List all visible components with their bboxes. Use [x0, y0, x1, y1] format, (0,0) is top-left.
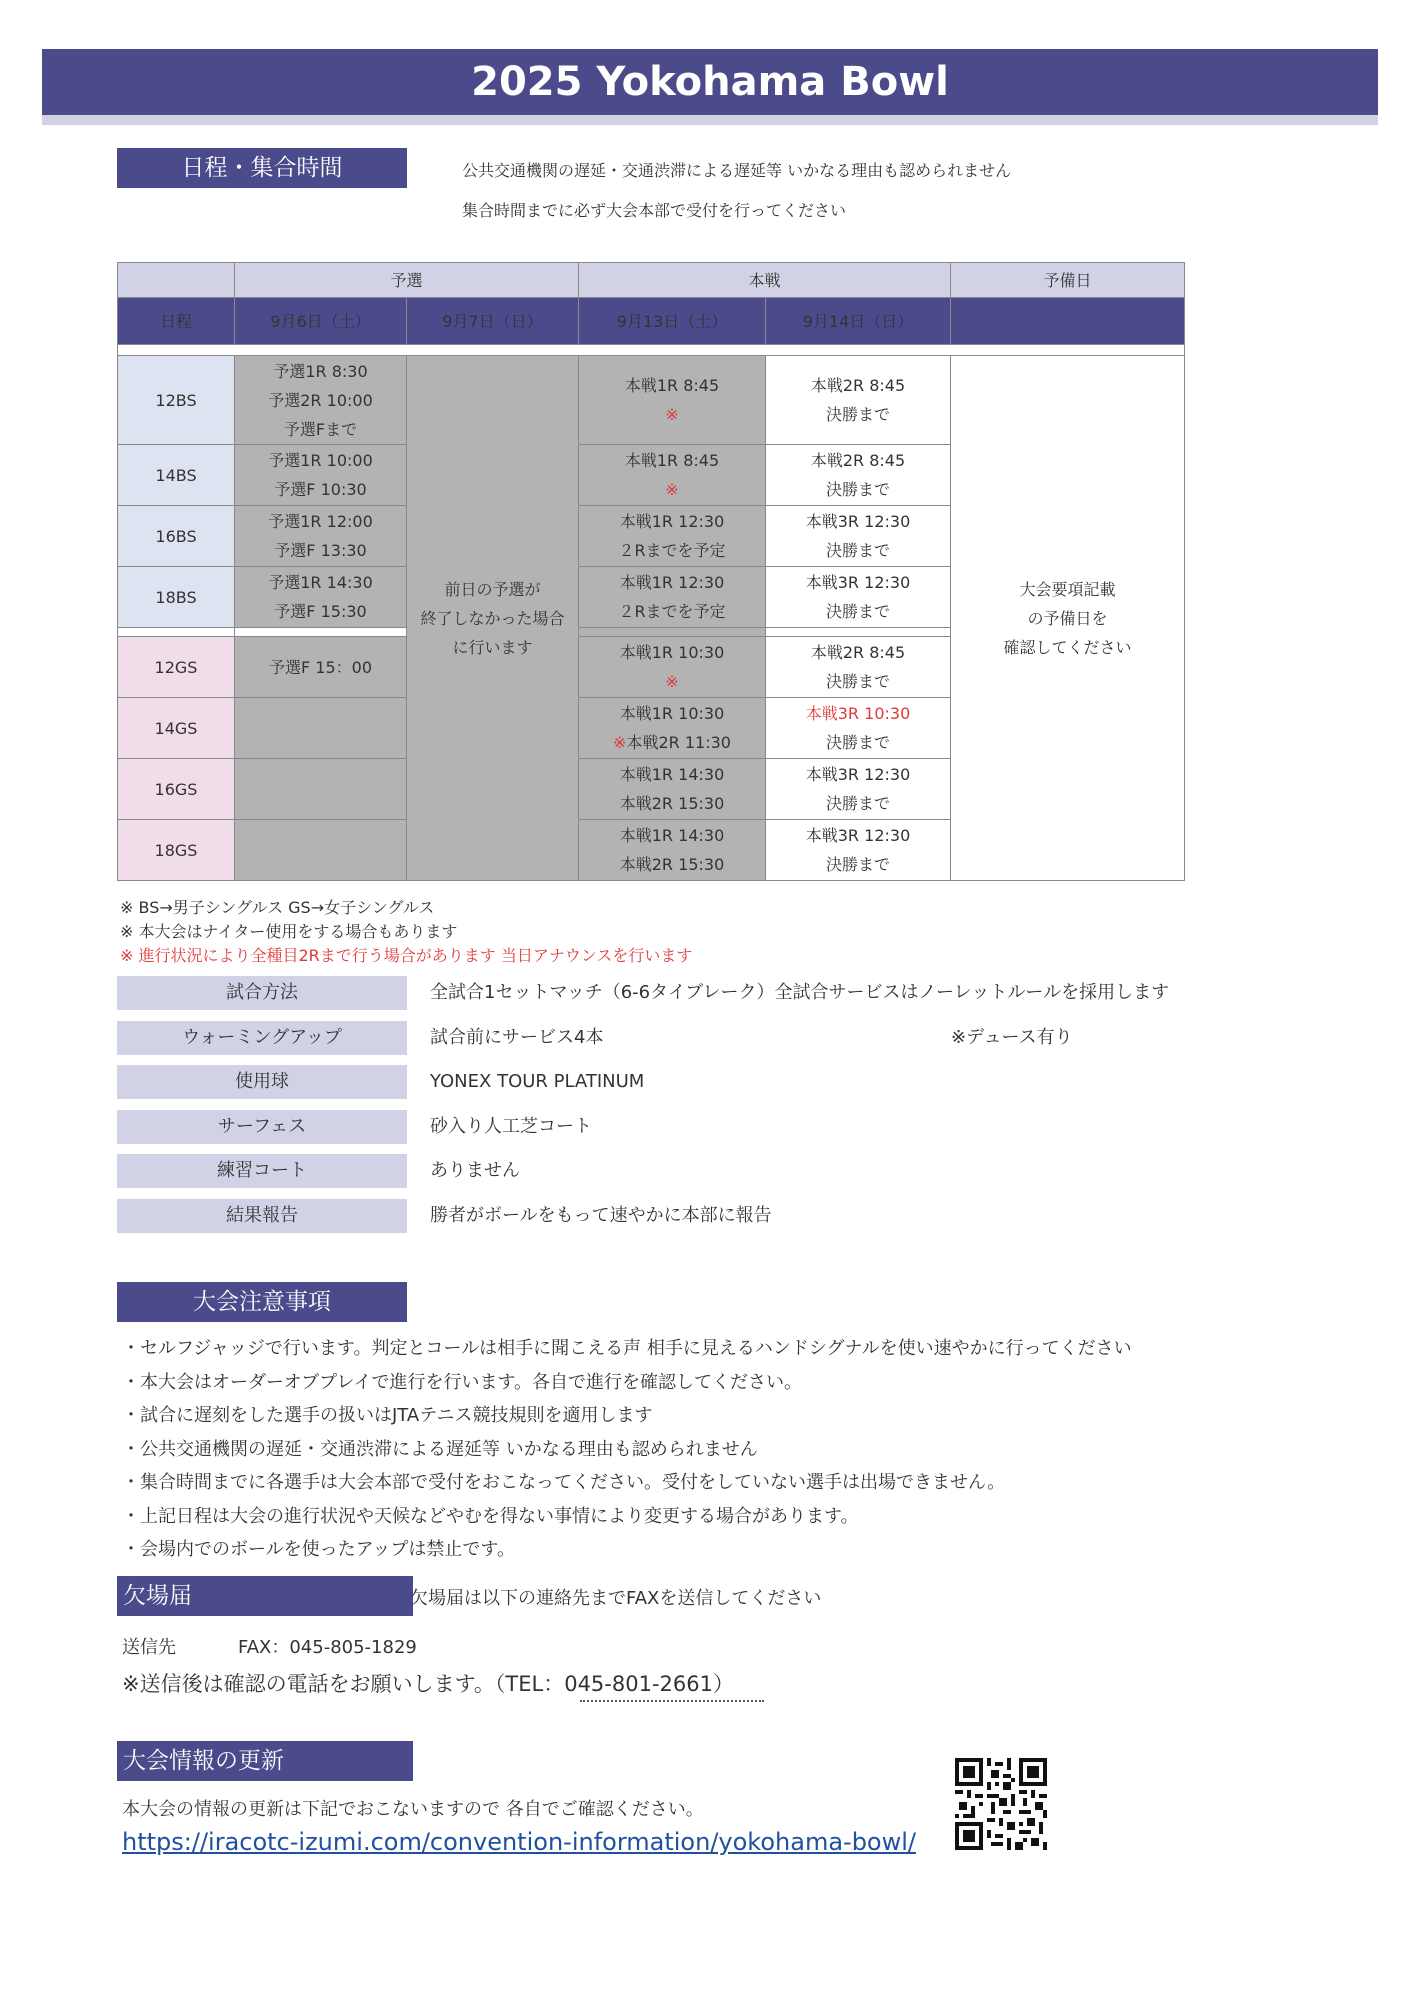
main-day2-cell: 本戦2R 8:45 決勝まで — [766, 637, 951, 698]
date-1: 9月6日（土） — [235, 298, 407, 345]
absence-heading: 欠場届 — [117, 1576, 413, 1616]
schedule-note-2: 集合時間までに必ず大会本部で受付を行ってください — [462, 201, 847, 220]
event-cell: 18BS — [118, 567, 235, 628]
date-3: 9月13日（土） — [579, 298, 766, 345]
send-to-label: 送信先 — [122, 1637, 176, 1658]
date-label: 日程 — [118, 298, 235, 345]
qualifying-cell: 予選1R 8:30 予選2R 10:00 予選Fまで — [235, 356, 407, 445]
qualifying-cell — [235, 759, 407, 820]
footnote-2: ※ 本大会はナイター使用をする場合もあります — [120, 922, 458, 941]
event-cell: 12GS — [118, 637, 235, 698]
header-blank — [118, 263, 235, 298]
updates-note: 本大会の情報の更新は下記でおこないますので 各自でご確認ください。 — [122, 1799, 704, 1820]
day2-merged-cell: 前日の予選が 終了しなかった場合 に行います — [407, 356, 579, 881]
event-cell: 12BS — [118, 356, 235, 445]
info-label-match-format: 試合方法 — [117, 976, 407, 1010]
table-row — [118, 356, 1185, 445]
date-5 — [951, 298, 1185, 345]
schedule-heading: 日程・集合時間 — [117, 148, 407, 188]
info-value-warmup: 試合前にサービス4本 — [430, 1027, 604, 1048]
info-value-ball: YONEX TOUR PLATINUM — [430, 1071, 645, 1092]
info-label-ball: 使用球 — [117, 1065, 407, 1099]
qualifying-cell: 予選1R 14:30 予選F 15:30 — [235, 567, 407, 628]
footnote-1: ※ BS→男子シングルス GS→女子シングルス — [120, 898, 435, 917]
updates-heading: 大会情報の更新 — [117, 1741, 413, 1781]
info-value-surface: 砂入り人工芝コート — [430, 1116, 592, 1137]
list-item: ・会場内でのボールを使ったアップは禁止です。 — [122, 1539, 515, 1560]
title-underbar — [42, 115, 1378, 125]
cautions-list — [122, 1332, 1132, 1567]
list-item: ・本大会はオーダーオブプレイで進行を行います。各自で進行を確認してください。 — [122, 1371, 803, 1393]
main-day1-cell: 本戦1R 10:30 ※ — [579, 637, 766, 698]
main-day2-cell: 本戦3R 12:30 決勝まで — [766, 506, 951, 567]
footnote-3: ※ 進行状況により全種目2Rまで行う場合があります 当日アナウンスを行います — [120, 946, 693, 965]
header-reserve-day: 予備日 — [951, 263, 1185, 298]
info-label-warmup: ウォーミングアップ — [117, 1021, 407, 1055]
date-4: 9月14日（日） — [766, 298, 951, 345]
event-cell: 16GS — [118, 759, 235, 820]
cautions-heading: 大会注意事項 — [117, 1282, 407, 1322]
event-cell: 16BS — [118, 506, 235, 567]
info-value-practice-court: ありません — [430, 1160, 520, 1181]
main-day1-cell: 本戦1R 14:30 本戦2R 15:30 — [579, 759, 766, 820]
info-value-result-report: 勝者がボールをもって速やかに本部に報告 — [430, 1205, 772, 1226]
table-group-header-row — [118, 263, 1185, 298]
updates-link[interactable]: https://iracotc-izumi.com/convention-information/yokohama-bowl/ — [122, 1828, 916, 1856]
reserve-merged-cell: 大会要項記載 の予備日を 確認してください — [951, 356, 1185, 881]
qualifying-cell: 予選1R 10:00 予選F 10:30 — [235, 445, 407, 506]
list-item: ・セルフジャッジで行います。判定とコールは相手に聞こえる声 相手に見えるハンドシグナルを使い速やかに行ってください — [122, 1338, 1132, 1359]
confirm-call-note: ※送信後は確認の電話をお願いします。（TEL：045-801-2661） — [122, 1672, 734, 1696]
info-label-result-report: 結果報告 — [117, 1199, 407, 1233]
list-item: ・試合に遅刻をした選手の扱いはJTAテニス競技規則を適用します — [122, 1405, 653, 1426]
list-item: ・上記日程は大会の進行状況や天候などやむを得ない事情により変更する場合があります。 — [122, 1505, 859, 1527]
qualifying-cell: 予選F 15：00 — [235, 637, 407, 698]
list-item: ・集合時間までに各選手は大会本部で受付をおこなってください。受付をしていない選手は出場できません。 — [122, 1472, 1006, 1493]
main-day1-cell: 本戦1R 8:45 ※ — [579, 356, 766, 445]
qr-code-icon — [955, 1758, 1047, 1850]
main-day2-cell: 本戦3R 10:30 決勝まで — [766, 698, 951, 759]
page-title: 2025 Yokohama Bowl — [42, 49, 1378, 115]
main-day1-cell: 本戦1R 12:30 ２Rまでを予定 — [579, 567, 766, 628]
list-item: ・公共交通機関の遅延・交通渋滞による遅延等 いかなる理由も認められません — [122, 1438, 758, 1460]
qualifying-cell: 予選1R 12:00 予選F 13:30 — [235, 506, 407, 567]
header-qualifying: 予選 — [235, 263, 579, 298]
main-day2-cell: 本戦3R 12:30 決勝まで — [766, 759, 951, 820]
date-2: 9月7日（日） — [407, 298, 579, 345]
info-value-match-format: 全試合1セットマッチ（6-6タイブレーク）全試合サービスはノーレットルールを採用します — [430, 982, 1170, 1003]
fax-number: FAX：045-805-1829 — [238, 1637, 417, 1658]
event-cell: 14BS — [118, 445, 235, 506]
main-day2-cell: 本戦3R 12:30 決勝まで — [766, 820, 951, 881]
event-cell: 14GS — [118, 698, 235, 759]
main-day2-cell: 本戦2R 8:45 決勝まで — [766, 356, 951, 445]
event-cell: 18GS — [118, 820, 235, 881]
qualifying-cell — [235, 698, 407, 759]
schedule-table — [117, 262, 1185, 881]
info-label-practice-court: 練習コート — [117, 1154, 407, 1188]
main-day1-cell: 本戦1R 14:30 本戦2R 15:30 — [579, 820, 766, 881]
schedule-note-1: 公共交通機関の遅延・交通渋滞による遅延等 いかなる理由も認められません — [462, 161, 1012, 180]
header-main-draw: 本戦 — [579, 263, 951, 298]
main-day1-cell: 本戦1R 8:45 ※ — [579, 445, 766, 506]
qualifying-cell — [235, 820, 407, 881]
row-14gs-d3-line2: ※本戦2R 11:30 — [613, 733, 731, 752]
tel-underline — [580, 1700, 764, 1702]
main-day1-cell: 本戦1R 10:30 ※本戦2R 11:30 — [579, 698, 766, 759]
absence-note: 欠場届は以下の連絡先までFAXを送信してください — [410, 1588, 822, 1609]
main-day2-cell: 本戦2R 8:45 決勝まで — [766, 445, 951, 506]
info-extra-deuce: ※デュース有り — [951, 1027, 1073, 1048]
main-day2-cell: 本戦3R 12:30 決勝まで — [766, 567, 951, 628]
info-label-surface: サーフェス — [117, 1110, 407, 1144]
main-day1-cell: 本戦1R 12:30 ２Rまでを予定 — [579, 506, 766, 567]
table-date-header-row — [118, 298, 1185, 345]
